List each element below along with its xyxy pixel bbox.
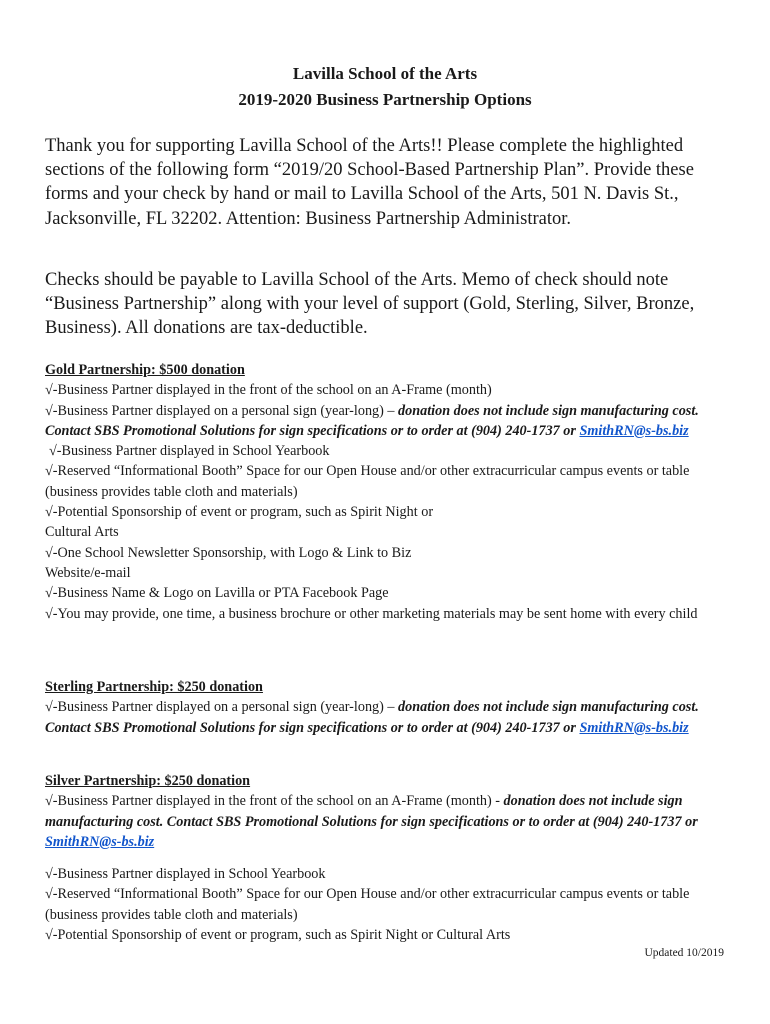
gold-newsletter-item: √-One School Newsletter Sponsorship, with Logo & Link to Biz	[45, 544, 412, 561]
gold-email-link[interactable]: SmithRN@s-bs.biz	[579, 422, 689, 439]
silver-aframe-text: √-Business Partner displayed in the front of the school on an A-Frame (month) -	[45, 793, 504, 810]
gold-partnership-section	[45, 360, 725, 624]
silver-partnership-section	[45, 771, 725, 852]
updated-date: Updated 10/2019	[644, 947, 724, 959]
gold-aframe-item: √-Business Partner displayed in the front of the school on an A-Frame (month)	[45, 382, 492, 399]
silver-booth-item: √-Reserved “Informational Booth” Space for our Open House and/or other extracurricular campus events or table (business provides table cloth and materials)	[45, 886, 690, 923]
sterling-sign-note: donation does not include sign manufacturing cost. Contact SBS Promotional Solutions for sign specifications or to order at (904) 240-1737 or	[45, 699, 699, 736]
gold-sign-note: donation does not include sign manufacturing cost. Contact SBS Promotional Solutions for sign specifications or to order at (904) 240-1737 or	[45, 402, 699, 439]
payment-paragraph: Checks should be payable to Lavilla School of the Arts. Memo of check should note “Business Partnership” along with your level of support (Gold, Sterling, Silver, Bronze, Business). All donations are tax-deductible.	[45, 270, 695, 339]
sterling-email-link[interactable]: SmithRN@s-bs.biz	[579, 719, 689, 736]
silver-aframe-note: donation does not include sign manufacturing cost. Contact SBS Promotional Solutions for sign specifications or to order at (904) 240-1737 or	[45, 793, 698, 830]
gold-sign-text: √-Business Partner displayed on a personal sign (year-long) –	[45, 402, 399, 419]
silver-partnership-benefits	[45, 864, 725, 945]
gold-sponsorship-item-cont: Cultural Arts	[45, 524, 119, 541]
sterling-sign-text: √-Business Partner displayed on a personal sign (year-long) –	[45, 699, 399, 716]
sterling-sign-item	[45, 697, 725, 738]
silver-yearbook-item: √-Business Partner displayed in School Yearbook	[45, 866, 326, 882]
gold-brochure-item: √-You may provide, one time, a business brochure or other marketing materials may be sent home with every child	[45, 605, 698, 622]
silver-heading: Silver Partnership: $250 donation	[45, 773, 251, 789]
gold-heading: Gold Partnership: $500 donation	[45, 362, 245, 378]
gold-newsletter-item-cont: Website/e-mail	[45, 564, 131, 581]
intro-paragraph: Thank you for supporting Lavilla School of the Arts!! Please complete the highlighted sections of the following form “2019/20 School-Based Partnership Plan”. Provide these forms and your check by hand or mail to Lavilla School of the Arts, 501 N. Davis St., Jacksonville, FL 32202. Attention: Business Partnership Administrator.	[45, 136, 694, 229]
document-title: Lavilla School of the Arts	[292, 64, 478, 83]
gold-sign-item	[45, 401, 725, 442]
silver-sponsorship-item: √-Potential Sponsorship of event or program, such as Spirit Night or Cultural Arts	[45, 926, 511, 943]
gold-facebook-item: √-Business Name & Logo on Lavilla or PTA Facebook Page	[45, 585, 389, 602]
silver-email-link[interactable]: SmithRN@s-bs.biz	[45, 833, 155, 850]
gold-yearbook-item: √-Business Partner displayed in School Yearbook	[49, 443, 330, 460]
sterling-partnership-section	[45, 677, 725, 738]
gold-sponsorship-item: √-Potential Sponsorship of event or program, such as Spirit Night or	[45, 504, 434, 521]
silver-aframe-item	[45, 791, 725, 852]
document-subtitle: 2019-2020 Business Partnership Options	[238, 90, 532, 109]
gold-booth-item: √-Reserved “Informational Booth” Space for our Open House and/or other extracurricular campus events or table (business provides table cloth and materials)	[45, 463, 690, 500]
sterling-heading: Sterling Partnership: $250 donation	[45, 679, 263, 695]
